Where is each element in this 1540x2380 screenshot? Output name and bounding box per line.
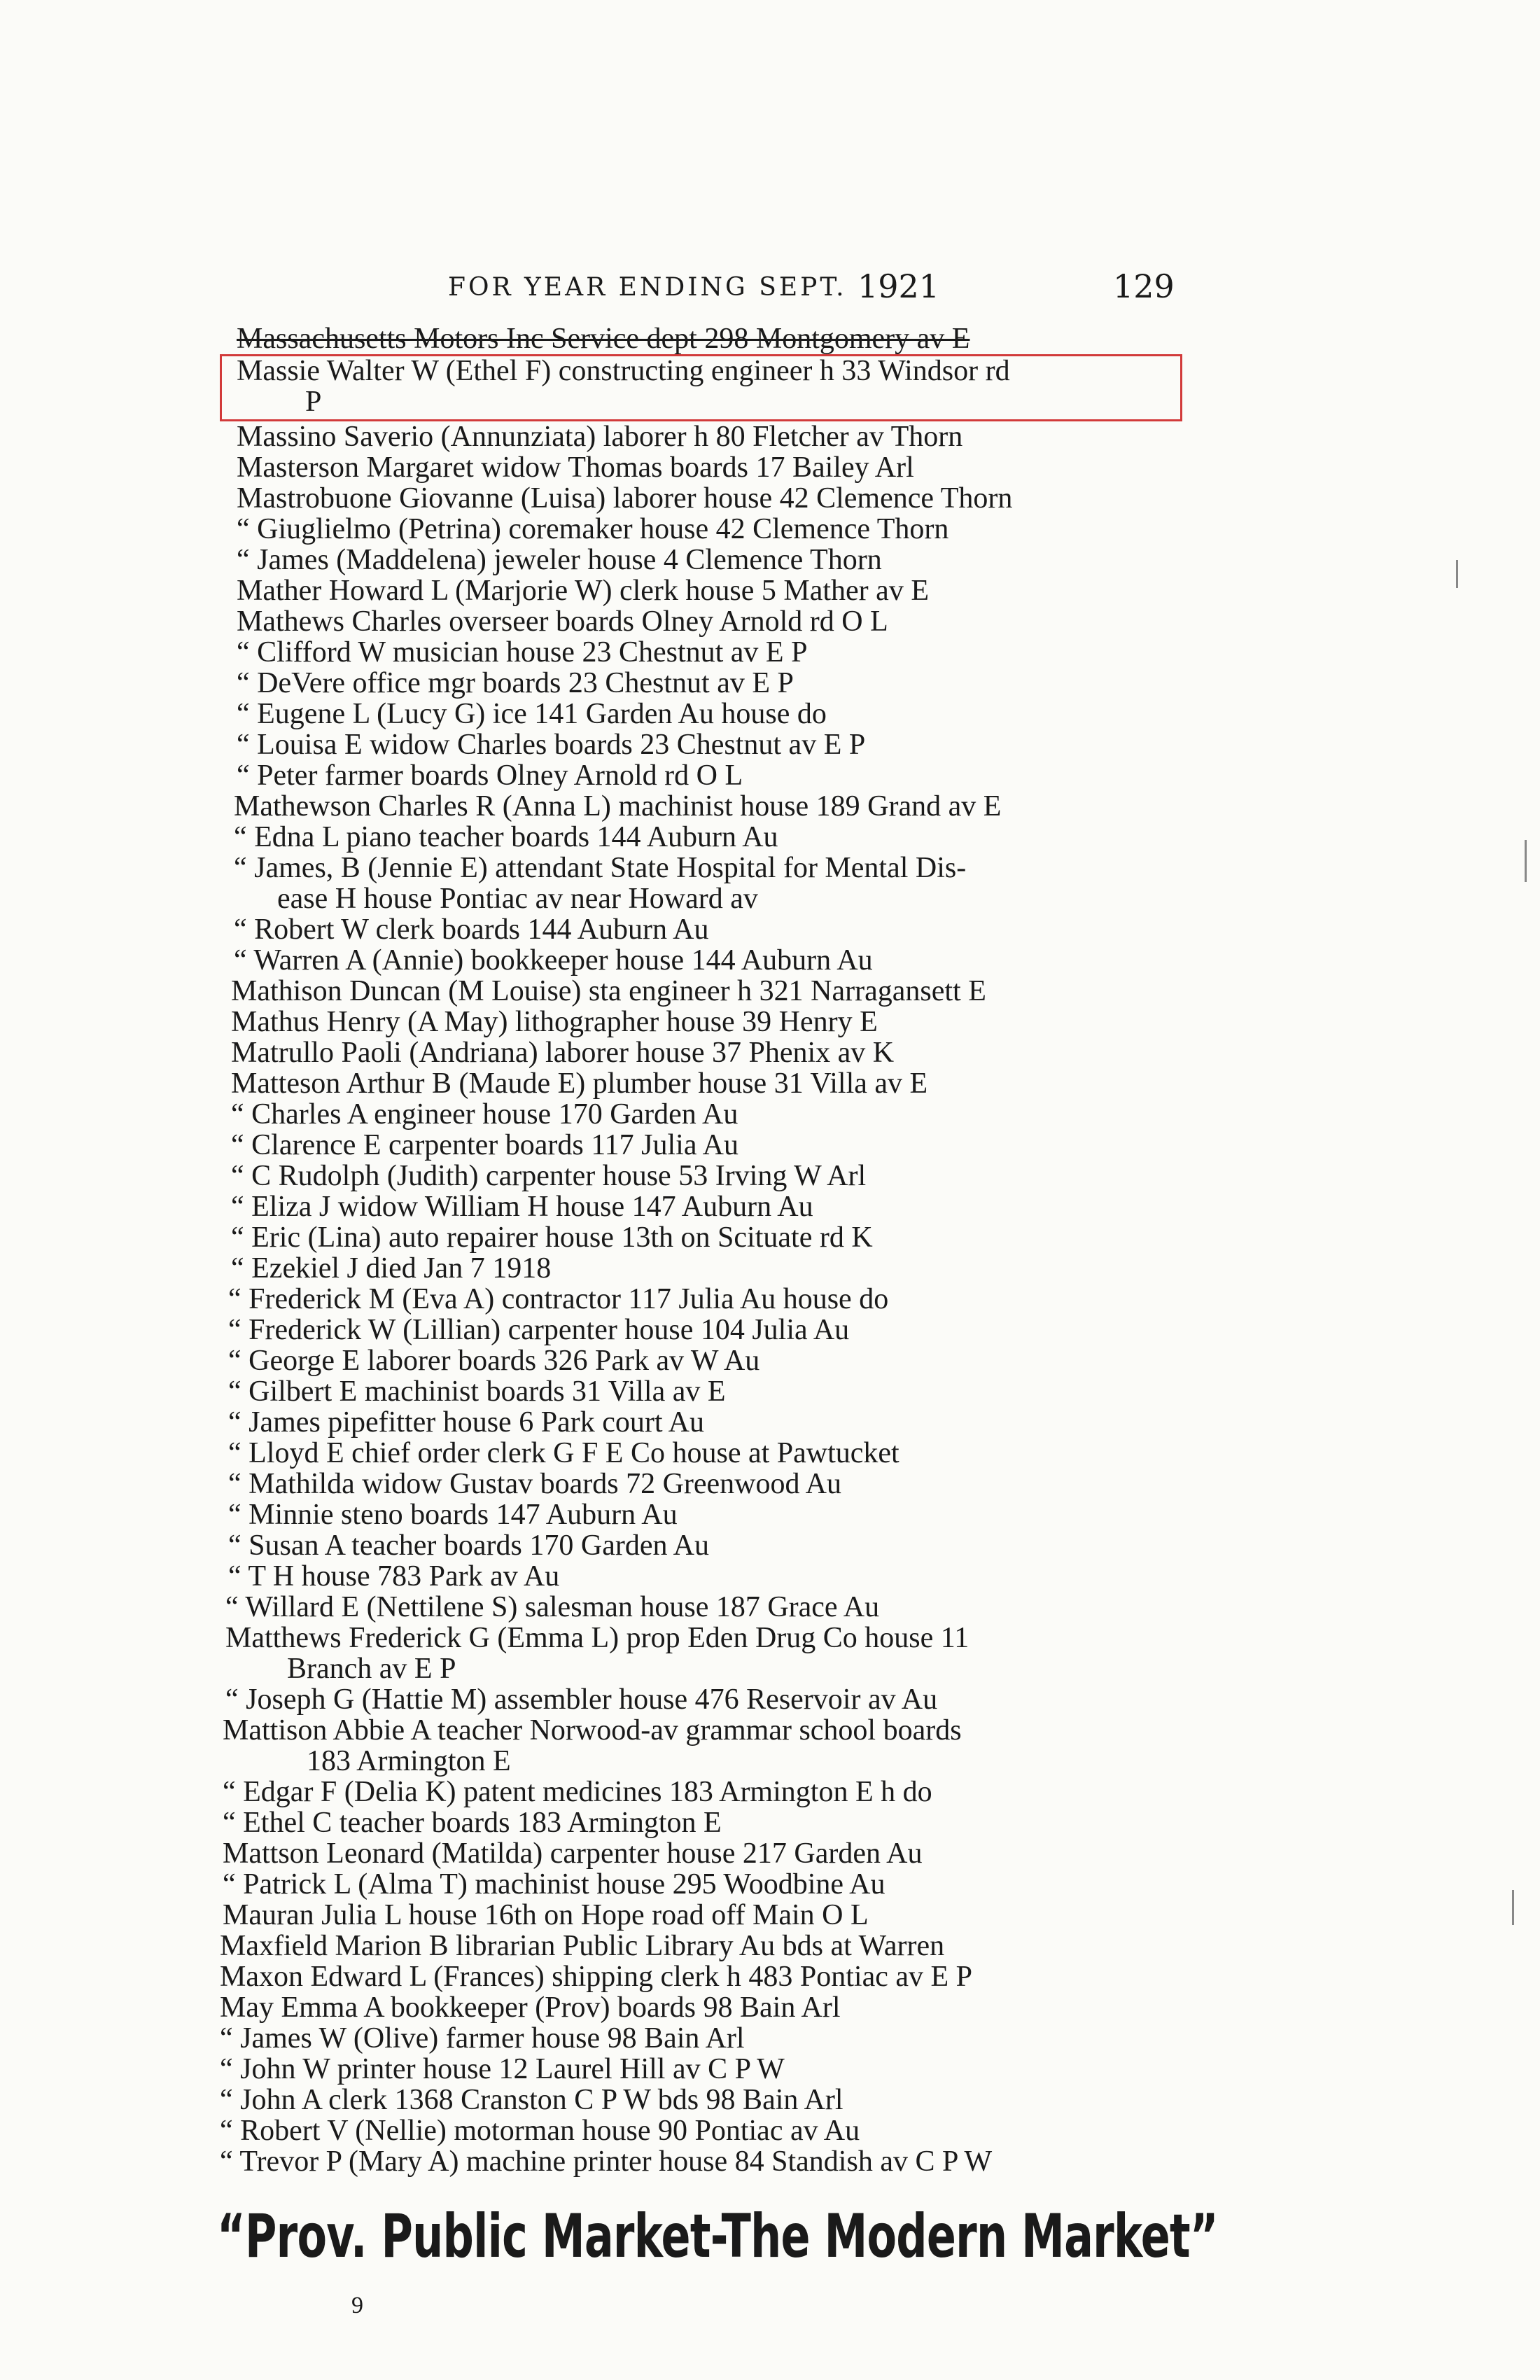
directory-entry: “ Clarence E carpenter boards 117 Julia Au: [231, 1129, 738, 1161]
directory-entry-continuation: ease H house Pontiac av near Howard av: [277, 883, 758, 915]
directory-entry: “ Eliza J widow William H house 147 Auburn Au: [231, 1191, 813, 1223]
directory-entry: Massie Walter W (Ethel F) constructing engineer h 33 Windsor rd: [237, 355, 1010, 387]
directory-entry-continuation: Branch av E P: [287, 1653, 456, 1685]
directory-entry: Masterson Margaret widow Thomas boards 17 Bailey Arl: [237, 451, 914, 484]
directory-entry: Mather Howard L (Marjorie W) clerk house 5 Mather av E: [237, 575, 929, 607]
directory-entry: May Emma A bookkeeper (Prov) boards 98 Bain Arl: [220, 1991, 841, 2024]
directory-entry: “ Minnie steno boards 147 Auburn Au: [228, 1499, 678, 1531]
directory-entry: “ John A clerk 1368 Cranston C P W bds 98 Bain Arl: [220, 2084, 844, 2116]
directory-entry: “ Patrick L (Alma T) machinist house 295 Woodbine Au: [223, 1868, 886, 1900]
directory-entry: “ Robert V (Nellie) motorman house 90 Pontiac av Au: [220, 2115, 860, 2147]
directory-entry: Massino Saverio (Annunziata) laborer h 80 Fletcher av Thorn: [237, 421, 963, 453]
directory-entry: Maxfield Marion B librarian Public Library Au bds at Warren: [220, 1930, 945, 1962]
directory-entry: “ Warren A (Annie) bookkeeper house 144 Auburn Au: [234, 944, 873, 976]
header-year: 1921: [858, 267, 940, 305]
directory-entry: Matrullo Paoli (Andriana) laborer house 37 Phenix av K: [231, 1037, 895, 1069]
directory-entry: “ James, B (Jennie E) attendant State Hospital for Mental Dis-: [234, 852, 967, 884]
directory-entry: “ Clifford W musician house 23 Chestnut av E P: [237, 636, 808, 668]
directory-entry: Mathews Charles overseer boards Olney Arnold rd O L: [237, 606, 888, 638]
directory-entry: Mathewson Charles R (Anna L) machinist house 189 Grand av E: [234, 790, 1002, 822]
page-header: [0, 267, 1540, 316]
directory-entry: “ Robert W clerk boards 144 Auburn Au: [234, 913, 709, 946]
directory-entry: “ Ethel C teacher boards 183 Armington E: [223, 1807, 722, 1839]
directory-entry: “ Charles A engineer house 170 Garden Au: [231, 1098, 738, 1130]
directory-entry: “ Edna L piano teacher boards 144 Auburn Au: [234, 821, 778, 853]
directory-entry: Matteson Arthur B (Maude E) plumber house 31 Villa av E: [231, 1068, 928, 1100]
directory-entry: “ John W printer house 12 Laurel Hill av C P W: [220, 2053, 785, 2085]
margin-speck: [1512, 1890, 1514, 1925]
directory-entry: “ Peter farmer boards Olney Arnold rd O L: [237, 760, 743, 792]
directory-entry: “ Eugene L (Lucy G) ice 141 Garden Au house do: [237, 698, 827, 730]
directory-entry: “ James (Maddelena) jeweler house 4 Clemence Thorn: [237, 544, 882, 576]
directory-entry: “ Eric (Lina) auto repairer house 13th on Scituate rd K: [231, 1222, 873, 1254]
directory-entry: “ Louisa E widow Charles boards 23 Chestnut av E P: [237, 729, 866, 761]
directory-entry: Mattson Leonard (Matilda) carpenter house 217 Garden Au: [223, 1837, 923, 1870]
directory-entry: “ Ezekiel J died Jan 7 1918: [231, 1252, 552, 1284]
directory-entry: “ Joseph G (Hattie M) assembler house 476 Reservoir av Au: [225, 1684, 938, 1716]
directory-entry: “ Mathilda widow Gustav boards 72 Greenwood Au: [228, 1468, 842, 1500]
directory-entry: “ Gilbert E machinist boards 31 Villa av E: [228, 1376, 726, 1408]
directory-entry: “ Lloyd E chief order clerk G F E Co house at Pawtucket: [228, 1437, 899, 1469]
header-title: FOR YEAR ENDING SEPT.: [448, 273, 847, 302]
directory-entry: Mathison Duncan (M Louise) sta engineer h 321 Narragansett E: [231, 975, 986, 1007]
margin-speck: [1456, 560, 1458, 588]
directory-entry: “ Trevor P (Mary A) machine printer house 84 Standish av C P W: [220, 2146, 993, 2178]
directory-entry: “ Giuglielmo (Petrina) coremaker house 42 Clemence Thorn: [237, 513, 949, 545]
directory-entry: “ DeVere office mgr boards 23 Chestnut av E P: [237, 667, 794, 699]
directory-entry: Mattison Abbie A teacher Norwood-av grammar school boards: [223, 1714, 962, 1746]
directory-entry-continuation: 183 Armington E: [307, 1745, 511, 1777]
directory-entry-continuation: P: [305, 386, 322, 418]
directory-entry: Maxon Edward L (Frances) shipping clerk h 483 Pontiac av E P: [220, 1961, 973, 1993]
directory-entry: “ Frederick M (Eva A) contractor 117 Julia Au house do: [228, 1283, 889, 1315]
directory-entry: Mauran Julia L house 16th on Hope road off Main O L: [223, 1899, 869, 1931]
directory-entry: “ Susan A teacher boards 170 Garden Au: [228, 1530, 709, 1562]
advertisement-banner: “Prov. Public Market-The Modern Market”: [217, 2202, 1218, 2272]
directory-entry: “ C Rudolph (Judith) carpenter house 53 Irving W Arl: [231, 1160, 867, 1192]
directory-entry: “ Willard E (Nettilene S) salesman house 187 Grace Au: [225, 1591, 880, 1623]
directory-entry: Matthews Frederick G (Emma L) prop Eden Drug Co house 11: [225, 1622, 969, 1654]
directory-entry: “ T H house 783 Park av Au: [228, 1560, 560, 1592]
directory-entry: “ Edgar F (Delia K) patent medicines 183 Armington E h do: [223, 1776, 932, 1808]
directory-entry: Mathus Henry (A May) lithographer house 39 Henry E: [231, 1006, 878, 1038]
directory-entry: Mastrobuone Giovanne (Luisa) laborer house 42 Clemence Thorn: [237, 482, 1013, 514]
signature-mark: 9: [351, 2292, 363, 2318]
directory-entry: “ Frederick W (Lillian) carpenter house 104 Julia Au: [228, 1314, 850, 1346]
page-number: 129: [1113, 267, 1175, 305]
directory-entry: “ James W (Olive) farmer house 98 Bain Arl: [220, 2022, 745, 2054]
margin-speck: [1525, 840, 1527, 882]
directory-entry: Massachusetts Motors Inc Service dept 298 Montgomery av E: [237, 323, 970, 355]
directory-entry: “ James pipefitter house 6 Park court Au: [228, 1406, 704, 1438]
directory-entry: “ George E laborer boards 326 Park av W Au: [228, 1345, 760, 1377]
